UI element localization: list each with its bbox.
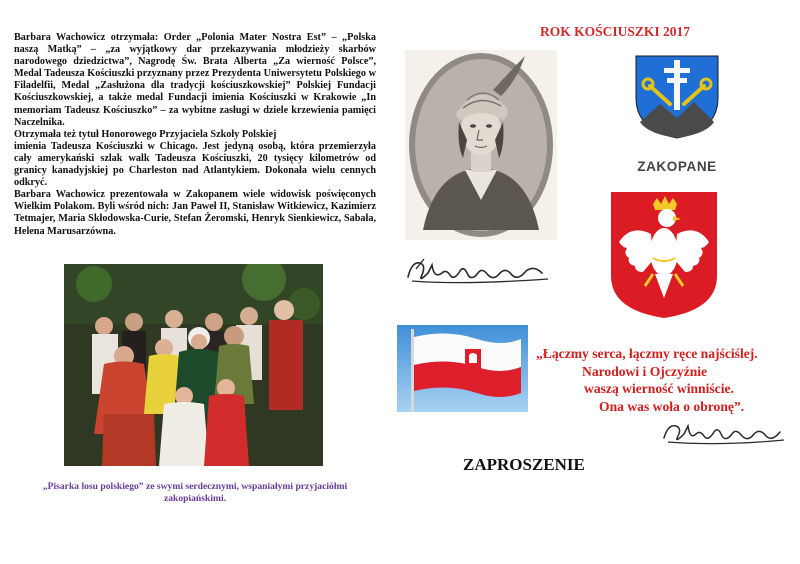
quote-line-4: Ona was woła o obronę”.: [599, 398, 745, 414]
quote-line-3: waszą wierność winniście.: [584, 381, 734, 396]
zakopane-coat-of-arms: [630, 52, 724, 140]
kosciuszko-signature-2: [660, 418, 788, 448]
biography-paragraph-awards: Barbara Wachowicz otrzymała: Order „Polonia Mater Nostra Est” – „Polska naszą Matką” – „za wyjątkowy dar przekazywania młodzieży skarbów narodowego dziedzictwa”, Nagrodę Św. Brata Alberta „Za wierność Polsce”, Medal Tadeusza Kościuszki przyznany przez Prezydenta Uniwersytetu Polskiego w Filadelfii, Medal „Zasłużona dla tradycji kościuszkowskiej” Polskiej Fundacji Kościuszkowskiej, a także medal Fundacji imienia Kościuszki w Krakowie „In memoriam Tadeusz Kościuszko” – za wybitne zasługi w dziele krzewienia pamięci Naczelnika.: [14, 32, 376, 128]
photo-caption: „Pisarka losu polskiego” ze swymi serdecznymi, wspaniałymi przyjaciółmi zakopiańskimi.: [42, 481, 348, 504]
quote-line-2: Narodowi i Ojczyźnie: [582, 363, 708, 379]
group-photo: [64, 264, 323, 466]
zakopane-label: ZAKOPANE: [637, 159, 717, 174]
kosciuszko-quote: [536, 345, 794, 415]
biography-paragraph-honorary: Otrzymała też tytuł Honorowego Przyjaciela Szkoły Polskiej: [14, 128, 277, 140]
quote-line-1: „Łączmy serca, łączmy ręce najściślej.: [536, 346, 758, 361]
polish-eagle-emblem: [609, 190, 719, 320]
biography-paragraph-chicago: imienia Tadeusza Kościuszki w Chicago. Jest jedyną osobą, która przemierzyła cały amerykański szlak walk Tadeusza Kościuszki, 20 tysięcy kilometrów od granicy kanadyjskiej po Charleston nad Atlantykiem. Dokonała wielu cennych odkryć.: [14, 140, 376, 189]
polish-flag-photo: [397, 325, 528, 412]
kosciuszko-signature: [402, 255, 552, 287]
invitation-title: ZAPROSZENIE: [463, 455, 585, 474]
page-title: ROK KOŚCIUSZKI 2017: [540, 24, 691, 39]
biography-paragraph-zakopane: Barbara Wachowicz prezentowała w Zakopanem wiele widowisk poświęconych Wielkim Polakom. Byli wśród nich: Jan Paweł II, Stanisław Witkiewicz, Kazimierz Tetmajer, Maria Skłodowska-Curie, Stefan Żeromski, Henryk Sienkiewicz, Sabała, Helena Marusarzówna.: [14, 189, 376, 237]
kosciuszko-portrait: [405, 50, 557, 240]
biography-text: [14, 32, 376, 238]
